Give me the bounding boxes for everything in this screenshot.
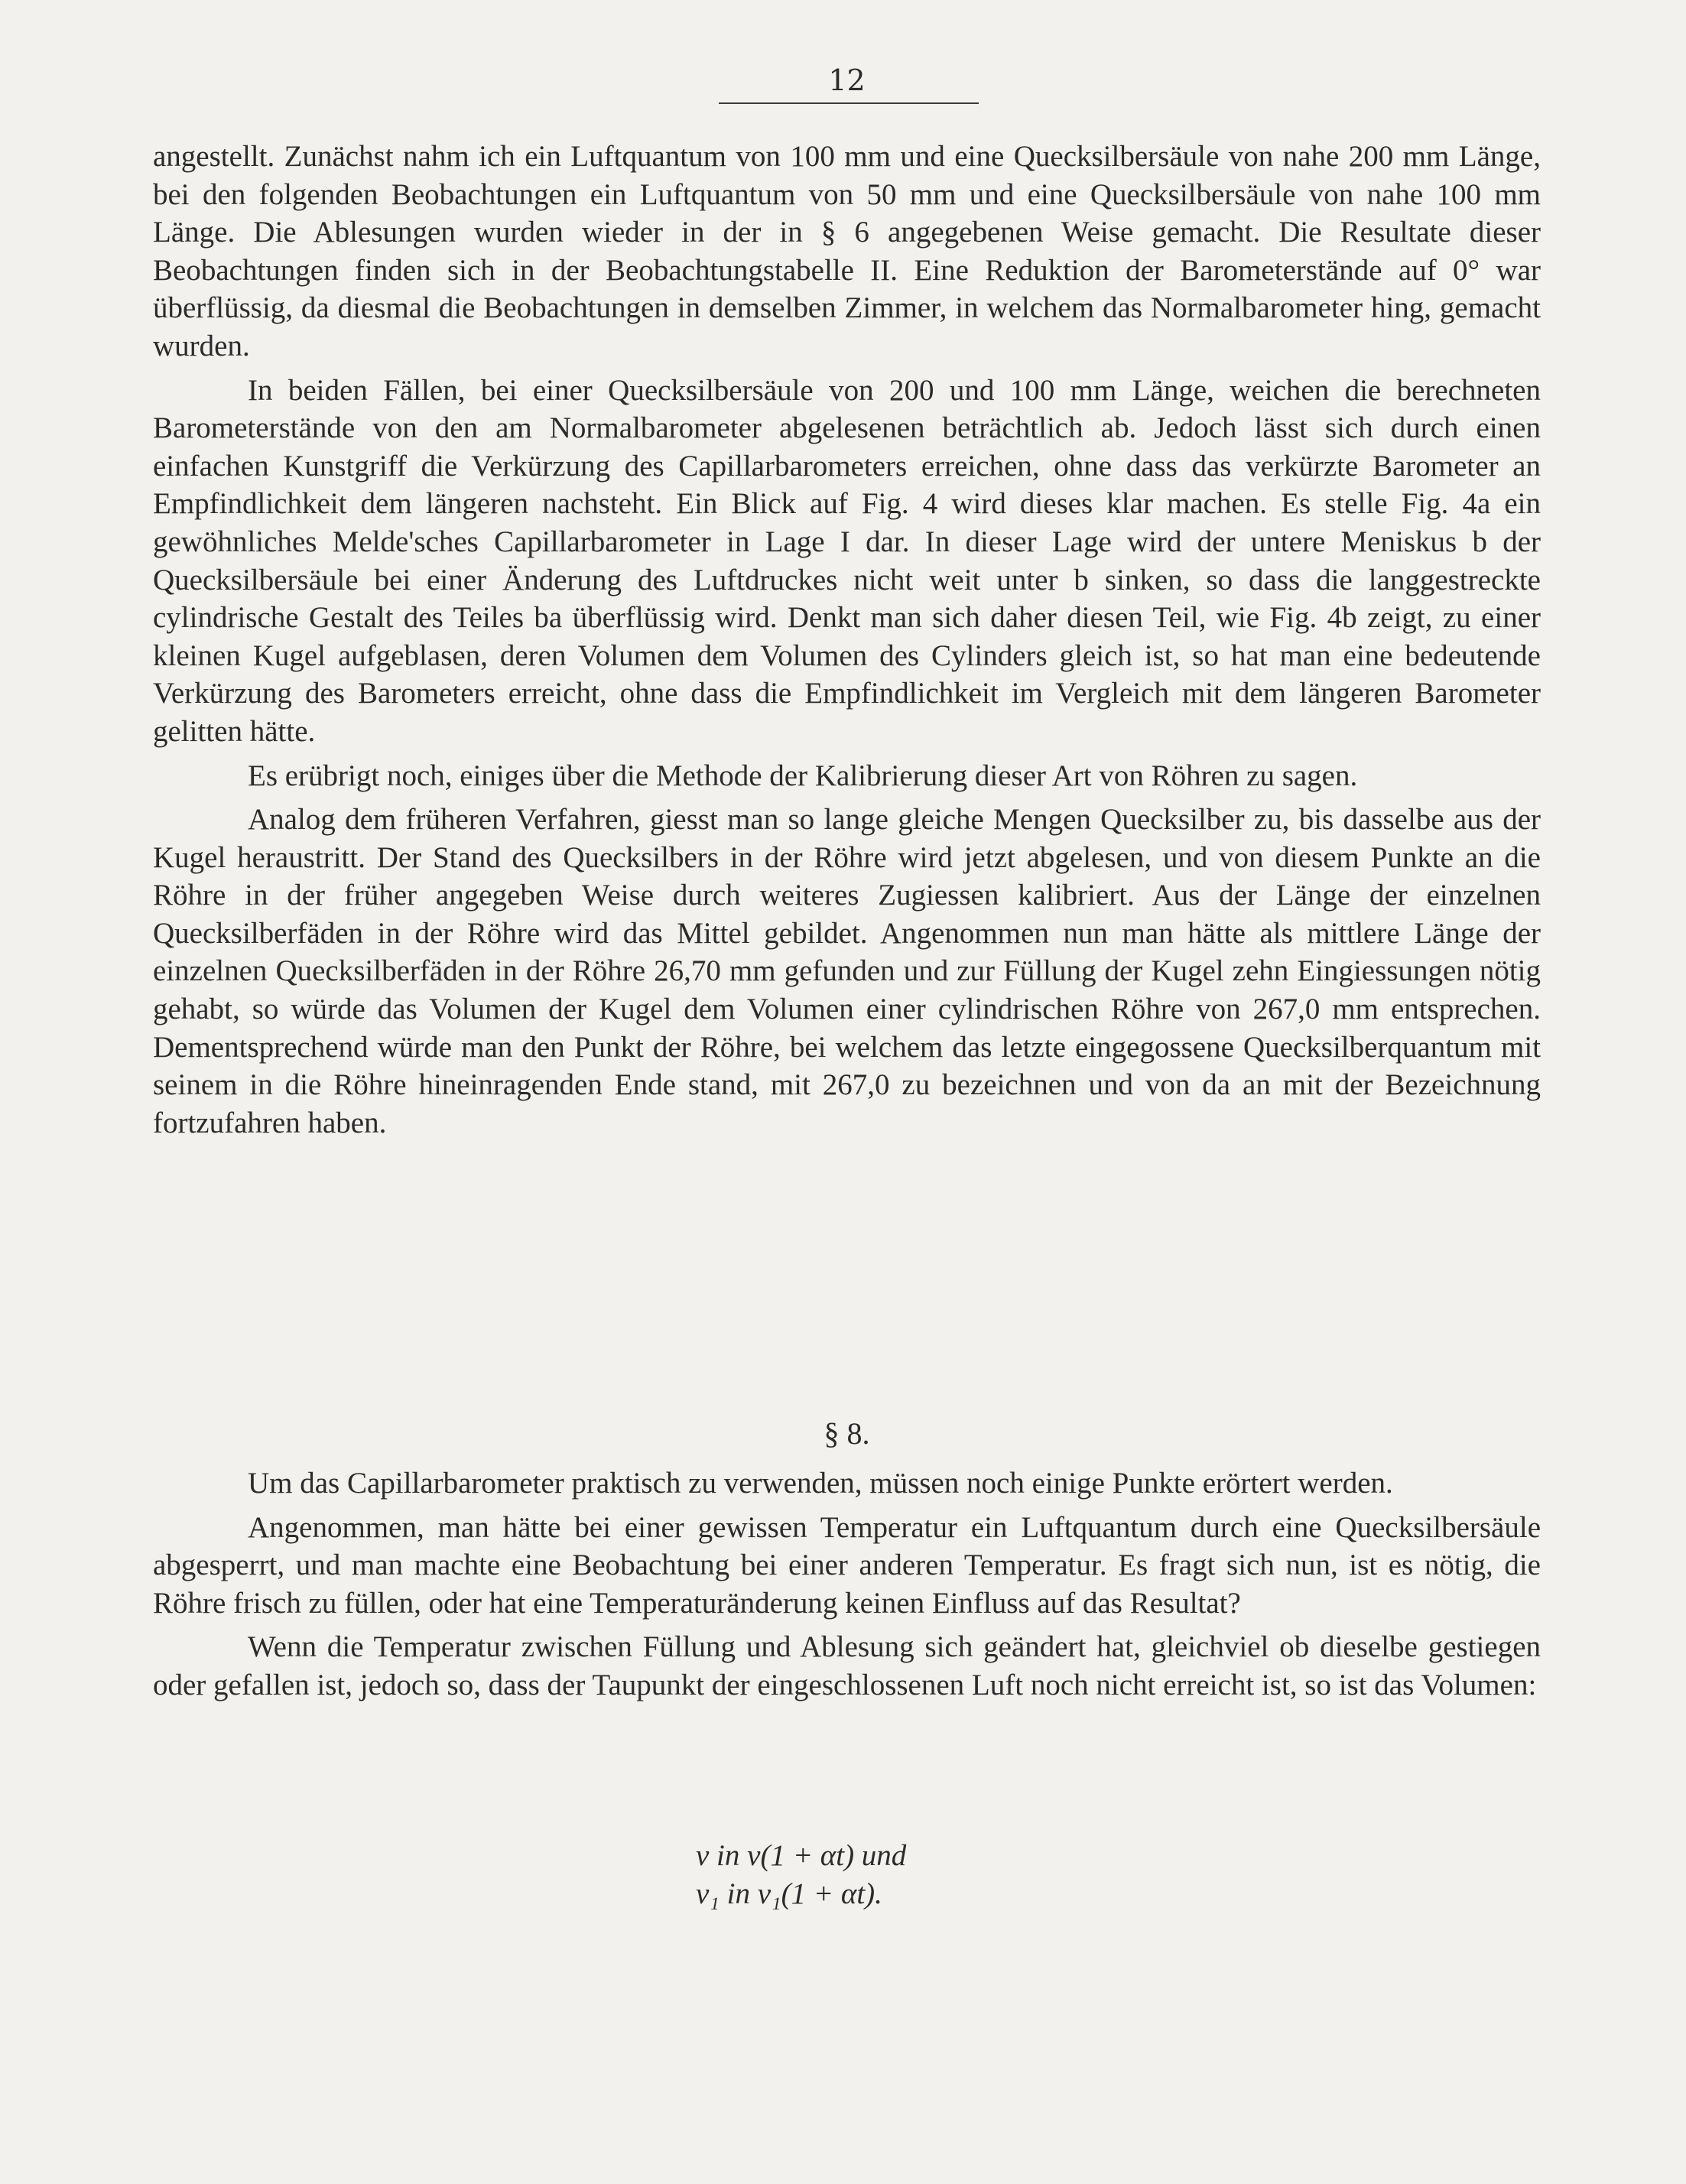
page-number: 12 (828, 63, 866, 97)
section-paragraph-2: Angenommen, man hätte bei einer gewissen Temperatur ein Luftquantum durch eine Quecksilbersäule abgesperrt, und man machte eine Beobachtung bei einer anderen Temperatur. Es fragt sich nun, ist es nötig, die Röhre frisch zu füllen, oder hat eine Temperaturänderung keinen Einfluss auf das Resultat? (153, 1510, 1541, 1620)
section-paragraph-3: Wenn die Temperatur zwischen Füllung und Ablesung sich geändert hat, gleichviel ob dieselbe gestiegen oder gefallen ist, jedoch so, dass der Taupunkt der eingeschlossenen Luft noch nicht erreicht ist, so ist das Volumen: (153, 1630, 1541, 1701)
body-text (153, 138, 1541, 1142)
formula-line-1: v in v(1 + αt) und (696, 1839, 907, 1872)
paragraph-2: In beiden Fällen, bei einer Quecksilbersäule von 200 und 100 mm Länge, weichen die berechneten Barometerstände von den am Normalbarometer abgelesenen beträchtlich ab. Jedoch lässt sich durch einen einfachen Kunstgriff die Verkürzung des Capillarbarometers erreichen, ohne dass das verkürzte Barometer an Empfindlichkeit dem längeren nachsteht. Ein Blick auf Fig. 4 wird dieses klar machen. Es stelle Fig. 4a ein gewöhnliches Melde'sches Capillarbarometer in Lage I dar. In dieser Lage wird der untere Meniskus b der Quecksilbersäule bei einer Änderung des Luftdruckes nicht weit unter b sinken, so dass die langgestreckte cylindrische Gestalt des Teiles ba überflüssig wird. Denkt man sich daher diesen Teil, wie Fig. 4b zeigt, zu einer kleinen Kugel aufgeblasen, deren Volumen dem Volumen des Cylinders gleich ist, so hat man eine bedeutende Verkürzung des Barometers erreicht, ohne dass die Empfindlichkeit im Vergleich mit dem längeren Barometer gelitten hätte. (153, 373, 1541, 748)
paragraph-1: angestellt. Zunächst nahm ich ein Luftquantum von 100 mm und eine Quecksilbersäule von nahe 200 mm Länge, bei den folgenden Beobachtungen ein Luftquantum von 50 mm und eine Quecksilbersäule von nahe 100 mm Länge. Die Ablesungen wurden wieder in der in § 6 angegebenen Weise gemacht. Die Resultate dieser Beobachtungen finden sich in der Beobachtungstabelle II. Eine Reduktion der Barometerstände auf 0° war überflüssig, da diesmal die Beobachtungen in demselben Zimmer, in welchem das Normalbarometer hing, gemacht wurden. (153, 140, 1541, 362)
document-page (153, 61, 1541, 2126)
section-heading: § 8. (824, 1416, 870, 1451)
paragraph-3: Es erübrigt noch, einiges über die Methode der Kalibrierung dieser Art von Röhren zu sagen. (248, 759, 1358, 792)
formula-line-2: v₁ in v₁(1 + αt). (696, 1877, 882, 1910)
section-paragraph-1: Um das Capillarbarometer praktisch zu verwenden, müssen noch einige Punkte erörtert werden. (248, 1467, 1393, 1500)
section-text (153, 1464, 1541, 1705)
formula (153, 1837, 1541, 1913)
header-rule (719, 102, 979, 104)
paragraph-4: Analog dem früheren Verfahren, giesst man so lange gleiche Mengen Quecksilber zu, bis dasselbe aus der Kugel heraustritt. Der Stand des Quecksilbers in der Röhre wird jetzt abgelesen, und von diesem Punkte an die Röhre in der früher angegeben Weise durch weiteres Zugiessen kalibriert. Aus der Länge der einzelnen Quecksilberfäden in der Röhre wird das Mittel gebildet. Angenommen nun man hätte als mittlere Länge der einzelnen Quecksilberfäden in der Röhre 26,70 mm gefunden und zur Füllung der Kugel zehn Eingiessungen nötig gehabt, so würde das Volumen der Kugel dem Volumen einer cylindrischen Röhre von 267,0 mm entsprechen. Dementsprechend würde man den Punkt der Röhre, bei welchem das letzte eingegossene Quecksilberquantum mit seinem in die Röhre hineinragenden Ende stand, mit 267,0 zu bezeichnen und von da an mit der Bezeichnung fortzufahren haben. (153, 803, 1541, 1139)
